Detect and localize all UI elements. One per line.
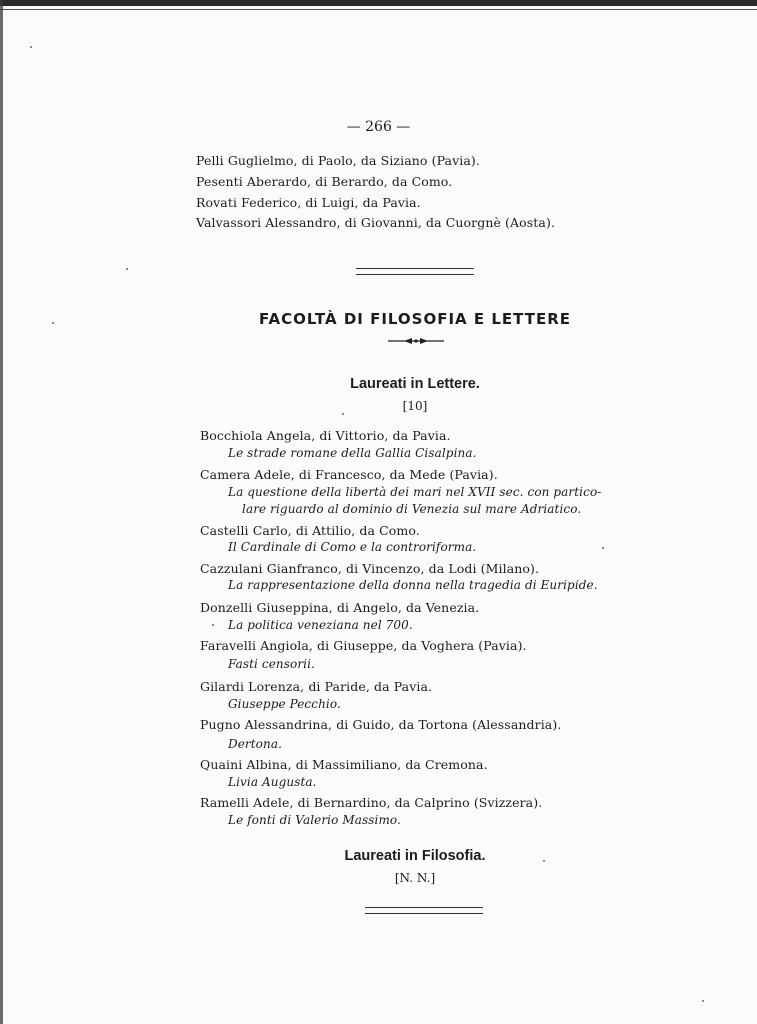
graduate-name: Gilardi Lorenza, di Paride, da Pavia. <box>200 679 433 694</box>
lettere-section-title: Laureati in Lettere. <box>350 376 480 392</box>
list-item: Rovati Federico, di Luigi, da Pavia. <box>196 195 421 210</box>
thesis-title-continued: lare riguardo al dominio di Venezia sul mare Adriatico. <box>242 502 582 516</box>
scan-speck <box>602 547 604 549</box>
scan-speck <box>30 46 32 48</box>
list-item: Valvassori Alessandro, di Giovanni, da Cuorgnè (Aosta). <box>196 215 556 230</box>
thesis-title: Giuseppe Pecchio. <box>228 697 341 711</box>
list-item: Pelli Guglielmo, di Paolo, da Siziano (Pavia). <box>196 153 480 168</box>
section-divider <box>356 268 474 275</box>
page-number: — 266 — <box>346 119 411 135</box>
thesis-title: Le fonti di Valerio Massimo. <box>228 813 401 827</box>
scan-speck <box>702 1000 704 1002</box>
ornament-divider <box>386 336 446 346</box>
thesis-title: La rappresentazione della donna nella tragedia di Euripide. <box>228 578 598 592</box>
thesis-title: La questione della libertà dei mari nel XVII sec. con partico- <box>228 485 602 499</box>
thesis-title: Fasti censorii. <box>228 657 315 671</box>
graduate-name: Quaini Albina, di Massimiliano, da Cremona. <box>200 757 488 772</box>
scan-speck <box>342 413 344 415</box>
thesis-title: Il Cardinale di Como e la controriforma. <box>228 540 477 554</box>
graduate-name: Faravelli Angiola, di Giuseppe, da Voghera (Pavia). <box>200 638 527 653</box>
filosofia-count: [N. N.] <box>394 871 436 885</box>
faculty-title: FACOLTÀ DI FILOSOFIA E LETTERE <box>258 310 572 328</box>
graduate-name: Ramelli Adele, di Bernardino, da Calprino (Svizzera). <box>200 795 543 810</box>
scan-speck <box>126 268 128 270</box>
page-top-rule <box>0 9 757 10</box>
lettere-count: [10] <box>402 399 428 413</box>
thesis-title: La politica veneziana nel 700. <box>228 618 413 632</box>
thesis-title: Livia Augusta. <box>228 775 317 789</box>
graduate-name: Donzelli Giuseppina, di Angelo, da Venezia. <box>200 600 480 615</box>
scan-speck <box>543 860 545 862</box>
filosofia-section-title: Laureati in Filosofia. <box>344 848 486 864</box>
scan-speck <box>52 322 54 324</box>
scan-speck <box>212 624 214 626</box>
graduate-name: Pugno Alessandrina, di Guido, da Tortona (Alessandria). <box>200 717 562 732</box>
thesis-title: Dertona. <box>228 737 283 751</box>
section-divider <box>365 907 483 914</box>
graduate-name: Bocchiola Angela, di Vittorio, da Pavia. <box>200 428 451 443</box>
graduate-name: Castelli Carlo, di Attilio, da Como. <box>200 523 420 538</box>
graduate-name: Camera Adele, di Francesco, da Mede (Pavia). <box>200 467 498 482</box>
thesis-title: Le strade romane della Gallia Cisalpina. <box>228 446 477 460</box>
page-top-border <box>0 0 757 6</box>
graduate-name: Cazzulani Gianfranco, di Vincenzo, da Lodi (Milano). <box>200 561 540 576</box>
list-item: Pesenti Aberardo, di Berardo, da Como. <box>196 174 453 189</box>
